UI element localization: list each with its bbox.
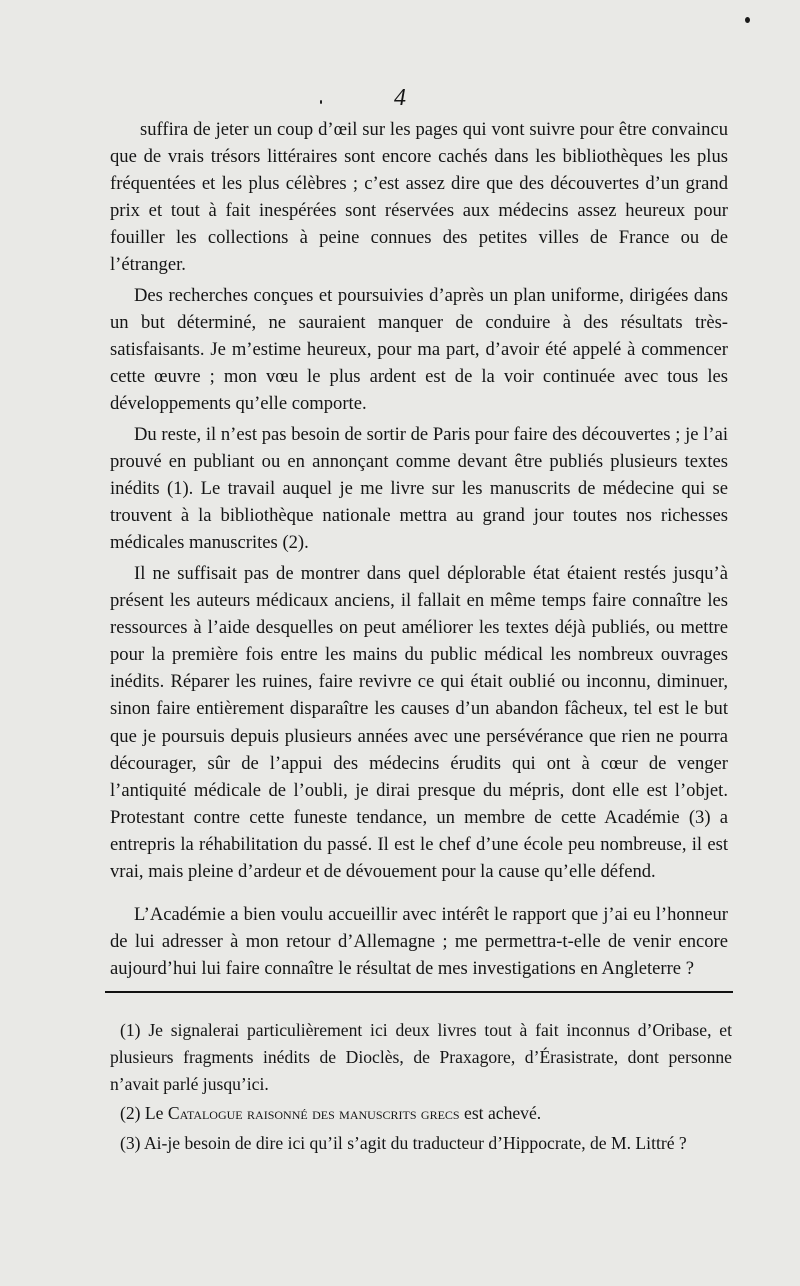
footnote-1: (1) Je signalerai particulièrement ici deux livres tout à fait inconnus d’Oribase, et plusieurs fragments inédits de Dioclès, de Praxagore, d’Érasistrate, dont personne n’avait parlé jusqu’ici. (110, 1020, 732, 1094)
catalogue-title: Catalogue raisonné des manuscrits grecs (167, 1103, 460, 1124)
paragraph-1: suffira de jeter un coup d’œil sur les pages qui vont suivre pour être convaincu que de vrais trésors littéraires sont encore cachés dans les bibliothèques les plus fréquentées et les plus célèbres ; c’est assez dire que des découvertes d’un grand prix et tout à fait inespérées sont réservées aux médecins assez heureux pour fouiller les collections à peine connues des petites villes de France ou de l’étranger. (110, 119, 728, 276)
footnote-2-prefix: (2) Le (120, 1103, 168, 1124)
footnote-divider (105, 991, 733, 993)
footnote-2-suffix: est achevé. (459, 1103, 542, 1124)
ink-speck (745, 17, 750, 23)
paragraph-5: L’Académie a bien voulu accueillir avec intérêt le rapport que j’ai eu l’honneur de lui adresser à mon retour d’Allemagne ; me permettra-t-elle de venir encore aujourd’hui lui faire connaître le résultat de mes investigations en Angleterre ? (110, 904, 728, 980)
footnote-3: (3) Ai-je besoin de dire ici qu’il s’agit du traducteur d’Hippocrate, de M. Littré ? (120, 1133, 687, 1154)
page-number: 4 (394, 85, 406, 111)
paragraph-2: Des recherches conçues et poursuivies d’après un plan uniforme, dirigées dans un but déterminé, ne sauraient manquer de conduire à des résultats très-satisfaisants. Je m’estime heureux, pour ma part, d’avoir été appelé à commencer cette œuvre ; mon vœu le plus ardent est de la voir continuée avec tous les développements qu’elle comporte. (110, 285, 728, 415)
paragraph-4: Il ne suffisait pas de montrer dans quel déplorable état étaient restés jusqu’à présent les auteurs médicaux anciens, il fallait en même temps faire connaître les ressources à l’aide desquelles on peut améliorer les textes déjà publiés, ou mettre pour la première fois entre les mains du public médical les nombreux ouvrages inédits. Réparer les ruines, faire revivre ce qui était oublié ou inconnu, diminuer, sinon faire entièrement disparaître les causes d’un abandon fâcheux, tel est le but que je poursuis depuis plusieurs années avec une persévérance que rien ne pourra décourager, sûr de l’appui des médecins érudits qui ont à cœur de venger l’antiquité médicale de l’oubli, je dirai presque du mépris, dont elle est l’objet. Protestant contre cette funeste tendance, un membre de cette Académie (3) a entrepris la réhabilitation du passé. Il est le chef d’une école peu nombreuse, il est vrai, mais pleine d’ardeur et de dévouement pour la cause qu’elle défend. (110, 563, 728, 883)
body-text (110, 116, 728, 986)
paragraph-3: Du reste, il n’est pas besoin de sortir de Paris pour faire des découvertes ; je l’ai prouvé en publiant ou en annonçant comme devant être publiés plusieurs textes inédits (1). Le travail auquel je me livre sur les manuscrits de médecine qui se trouvent à la bibliothèque nationale mettra au grand jour toutes nos richesses médicales manuscrites (2). (110, 424, 728, 554)
footnotes (110, 1017, 732, 1160)
footnote-2 (110, 1100, 732, 1127)
